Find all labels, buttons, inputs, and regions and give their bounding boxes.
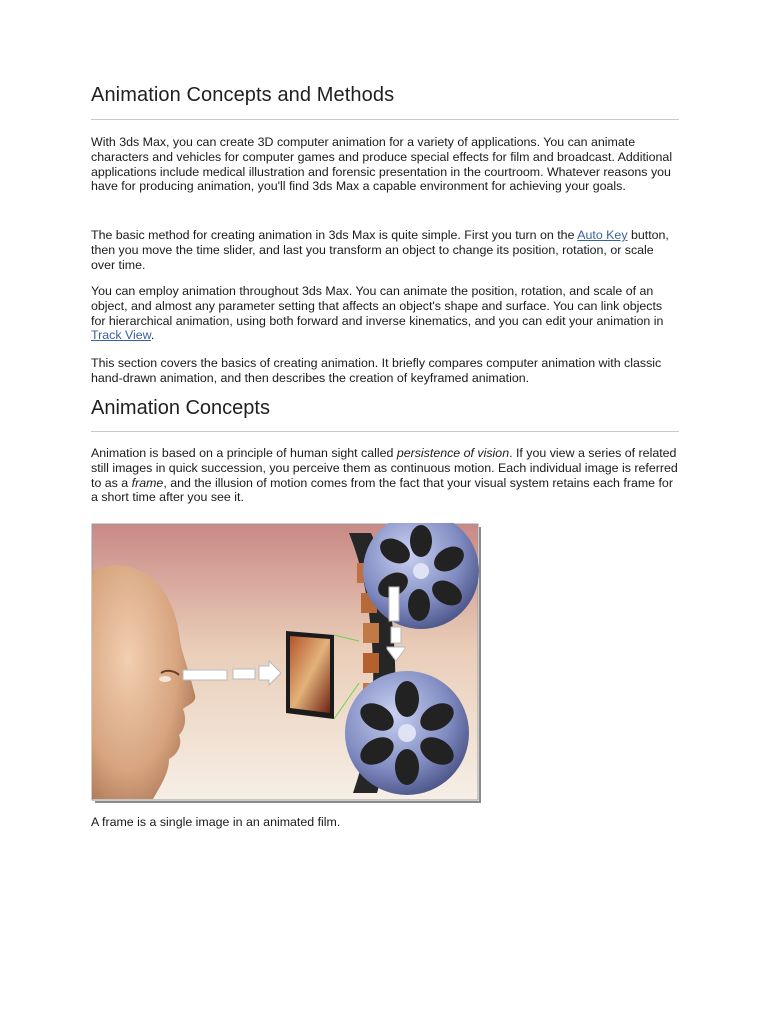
title-divider	[91, 119, 679, 120]
persistence-of-vision-illustration	[91, 523, 481, 803]
arrow-segment	[389, 587, 399, 621]
text-span: button, then you move the time slider, and last you transform an object to change its position, rotation, or scale over time.	[91, 228, 669, 272]
auto-key-link[interactable]: Auto Key	[577, 228, 628, 242]
arrow-segment	[183, 670, 227, 680]
intro-paragraph-4: This section covers the basics of creating animation. It briefly compares computer animation with classic hand-drawn animation, and then describes the creation of keyframed animation.	[91, 356, 662, 385]
figure-caption: A frame is a single image in an animated film.	[91, 815, 341, 829]
term-frame: frame	[131, 475, 164, 490]
bottom-film-reel	[345, 671, 469, 795]
section-heading-concepts: Animation Concepts	[91, 397, 270, 419]
eye	[159, 676, 171, 682]
intro-paragraph-1: With 3ds Max, you can create 3D computer animation for a variety of applications. You can animate characters and vehicles for computer games and produce special effects for film and broadcast. Additional applications include medical illustration and forensic presentation in the courtroom. Whatever reasons you have for producing animation, you'll find 3ds Max a capable environment for achieving your goals.	[91, 135, 673, 194]
film-frame	[363, 653, 379, 673]
shadow	[95, 801, 481, 803]
text-span: . If you view a series of related still images in quick succession, you perceive them as continuous motion. Each individual image is referred to as a	[91, 446, 678, 490]
text-span: , and the illusion of motion comes from the fact that your visual system retains each frame for a short time after you see it.	[91, 475, 673, 505]
concepts-paragraph	[91, 446, 679, 505]
illustration-svg	[91, 523, 481, 803]
text-span: .	[150, 328, 155, 343]
track-view-link[interactable]: Track View	[91, 328, 151, 343]
intro-paragraph-3	[91, 284, 679, 343]
intro-paragraph-2	[91, 228, 679, 272]
text-span: You can employ animation throughout 3ds Max. You can animate the position, rotation, and scale of an object, and almost any parameter setting that affects an object's shape and surface. You can link objects for hierarchical animation, using both forward and inverse kinematics, and you can edit your animation in	[91, 284, 664, 328]
section-divider	[91, 431, 679, 432]
frame-picture	[290, 636, 330, 713]
text-span: The basic method for creating animation in 3ds Max is quite simple. First you turn on the	[91, 228, 578, 242]
text-span: Animation is based on a principle of human sight called	[91, 446, 397, 460]
film-frame	[363, 623, 379, 643]
arrow-segment	[233, 669, 255, 679]
shadow	[479, 527, 481, 801]
arrow-segment	[391, 627, 401, 643]
term-persistence-of-vision: persistence of vision	[396, 446, 510, 460]
page-title: Animation Concepts and Methods	[91, 84, 395, 106]
